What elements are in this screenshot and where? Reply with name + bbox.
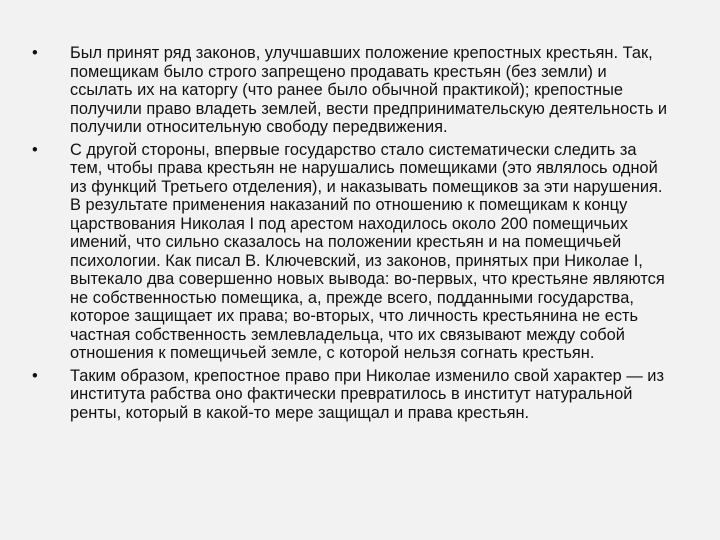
bullet-icon: • [32,44,38,62]
bullet-text: Был принят ряд законов, улучшавших положение крепостных крестьян. Так, помещикам было строго запрещено продавать крестьян (без земли) и ссылать их на каторгу (что ранее было обычной практикой); крепостные получили право владеть землей, вести предпринимательскую деятельность и получили относительную свободу передвижения. [70,44,668,136]
list-item [32,141,672,363]
list-item [32,44,672,137]
bullet-text: Таким образом, крепостное право при Николае изменило свой характер — из института рабства оно фактически превратилось в институт натуральной ренты, который в какой-то мере защищал и права крестьян. [70,366,664,422]
list-item [32,367,672,423]
bullet-icon: • [32,366,38,385]
bullet-icon: • [32,140,38,159]
bullet-text: С другой стороны, впервые государство стало систематически следить за тем, чтобы права крестьян не нарушались помещиками (это являлось одной из функций Третьего отделения), и наказывать помещиков за эти нарушения. В результате применения наказаний по отношению к помещикам к концу царствования Николая I под арестом находилось около 200 помещичьих имений, что сильно сказалось на положении крестьян и на помещичьей психологии. Как писал В. Ключевский, из законов, принятых при Николае I, вытекало два совершенно новых вывода: во-первых, что крестьяне являются не собственностью помещика, а, прежде всего, подданными государства, которое защищает их права; во-вторых, что личность крестьянина не есть частная собственность землевладельца, что их связывают между собой отношения к помещичьей земле, с которой нельзя согнать крестьян. [70,140,665,362]
bullet-list [32,44,672,426]
